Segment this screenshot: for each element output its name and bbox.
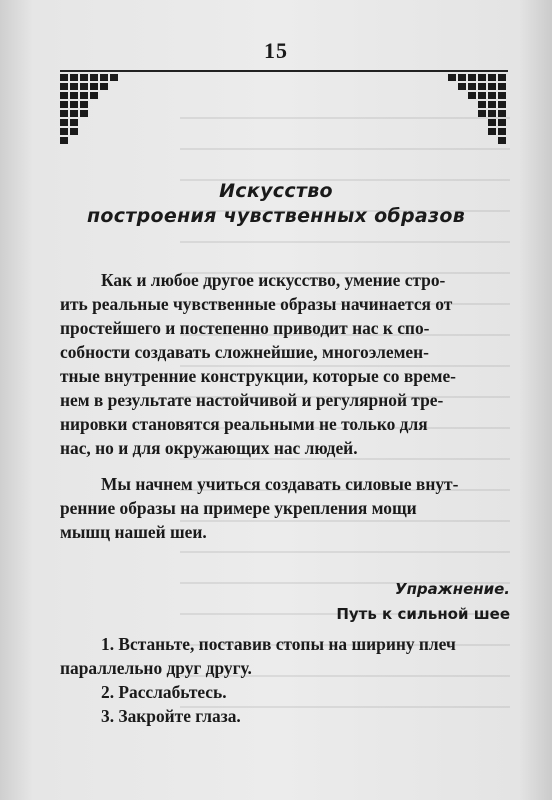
exercise-title: Путь к сильной шее xyxy=(336,605,510,623)
text-line: ить реальные чувственные образы начинается от xyxy=(60,294,453,314)
page-number: 15 xyxy=(264,38,288,63)
exercise-step: 2. Расслабьтесь. xyxy=(101,682,227,702)
text-line: нем в результате настойчивой и регулярной тре- xyxy=(60,390,444,410)
text-line: мышц нашей шеи. xyxy=(60,522,207,542)
text-line: простейшего и постепенно приводит нас к спо- xyxy=(60,318,430,338)
paragraph-1 xyxy=(60,268,512,460)
text-line: Как и любое другое искусство, умение стро- xyxy=(101,270,446,290)
text-line: ренние образы на примере укрепления мощи xyxy=(60,498,417,518)
exercise-steps xyxy=(60,632,512,728)
text-line: собности создавать сложнейшие, многоэлемен- xyxy=(60,342,429,362)
text-line: тные внутренние конструкции, которые со време- xyxy=(60,366,456,386)
paragraph-2 xyxy=(60,472,512,544)
exercise-step: 3. Закройте глаза. xyxy=(101,706,241,726)
corner-ornament-right xyxy=(446,74,506,159)
chapter-title-line-1: Искусство xyxy=(219,180,333,202)
exercise-label: Упражнение. xyxy=(395,580,510,598)
text-line: Мы начнем учиться создавать силовые внут- xyxy=(101,474,459,494)
chapter-title-line-2: построения чувственных образов xyxy=(86,205,466,227)
exercise-step-continuation: параллельно друг другу. xyxy=(60,658,252,678)
exercise-step: 1. Встаньте, поставив стопы на ширину плеч xyxy=(101,634,456,654)
corner-ornament-left xyxy=(60,74,120,159)
text-line: нировки становятся реальными не только для xyxy=(60,414,428,434)
text-line: нас, но и для окружающих нас людей. xyxy=(60,438,358,458)
header-rule xyxy=(60,70,508,72)
